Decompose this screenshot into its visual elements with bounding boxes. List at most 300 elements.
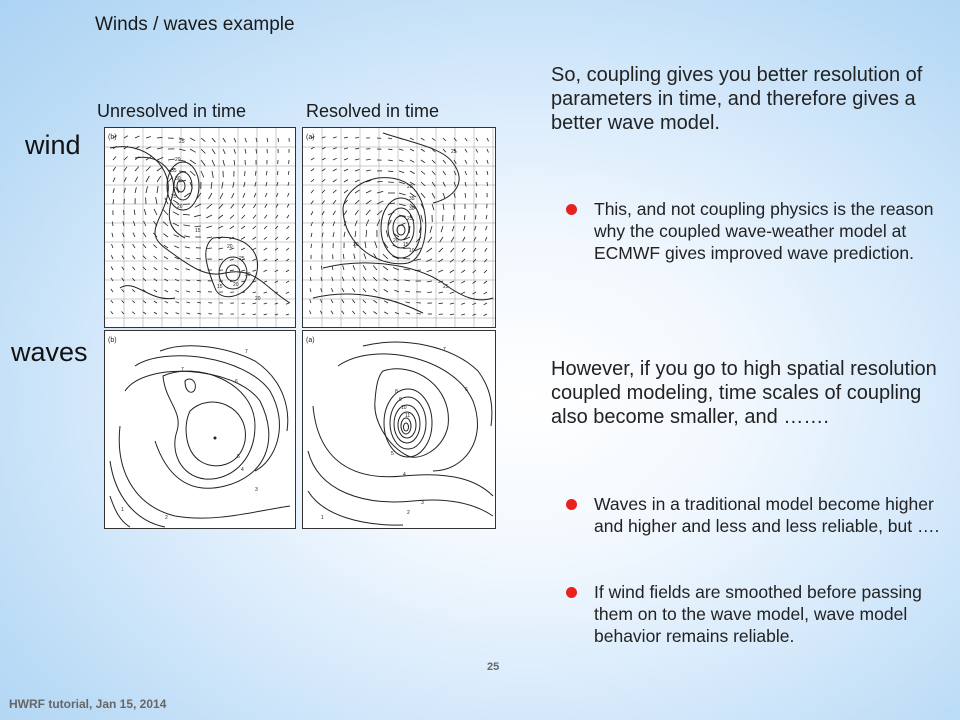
wind-vector-mark: [310, 300, 311, 304]
wind-vector-mark: [373, 289, 377, 292]
wind-vector-mark: [443, 149, 446, 152]
contour-label: 20: [407, 184, 413, 190]
wind-vector-mark: [333, 179, 337, 182]
wind-vector-mark: [331, 299, 333, 303]
wind-vector-mark: [143, 301, 146, 303]
contour-label: 25: [171, 194, 177, 200]
wind-vector-mark: [190, 149, 196, 152]
wind-vector-mark: [234, 149, 236, 154]
wind-vector-mark: [443, 182, 445, 187]
wind-vector-mark: [443, 171, 446, 175]
wind-vector-mark: [432, 171, 435, 175]
contour-label: 11: [405, 413, 411, 419]
wind-vector-mark: [267, 138, 268, 142]
wind-vector-mark: [461, 292, 465, 294]
wind-vector-mark: [388, 138, 392, 139]
wind-vector-mark: [375, 241, 377, 248]
wind-vector-mark: [198, 313, 202, 314]
wind-vector-mark: [286, 314, 289, 315]
wind-vector-mark: [377, 191, 383, 193]
wind-vector-mark: [461, 281, 465, 283]
wind-vector-mark: [245, 138, 247, 142]
wind-vector-mark: [157, 186, 158, 193]
wind-vector-mark: [244, 182, 245, 187]
wind-vector-mark: [288, 171, 289, 175]
wind-vector-mark: [410, 171, 415, 174]
contour-label: 30: [409, 206, 415, 212]
wind-vector-mark: [132, 267, 135, 270]
wind-vector-mark: [342, 300, 344, 304]
contour-label: 7: [245, 349, 248, 355]
wind-vector-mark: [388, 171, 393, 172]
wind-vector-mark: [463, 226, 465, 231]
wave-map-resolved: [302, 330, 496, 529]
wind-vector-mark: [175, 268, 179, 270]
wind-vector-mark: [206, 226, 212, 228]
wind-vector-mark: [264, 314, 267, 315]
wind-vector-mark: [146, 186, 148, 193]
contour-label: 20: [353, 242, 359, 248]
wind-vector-mark: [212, 171, 213, 178]
wind-vector-mark: [154, 312, 157, 314]
wind-vector-mark: [484, 292, 487, 294]
wind-vector-mark: [113, 188, 114, 193]
wind-vector-mark: [355, 231, 356, 237]
panel-tag: (b): [108, 134, 117, 141]
wind-vector-mark: [223, 160, 225, 166]
wind-vector-mark: [243, 193, 245, 198]
contour-label: 20: [393, 238, 399, 244]
wind-vector-mark: [344, 180, 348, 182]
wind-vector-mark: [168, 159, 175, 160]
wind-vector-mark: [344, 169, 348, 171]
wind-vector-mark: [421, 138, 425, 140]
wind-vector-mark: [175, 291, 179, 293]
wind-vector-mark: [333, 158, 337, 160]
wind-vector-mark: [432, 204, 434, 210]
wind-vector-mark: [461, 314, 465, 315]
contour-label: 1: [121, 507, 124, 513]
contour-label: 5: [237, 454, 240, 460]
wind-vector-mark: [264, 215, 267, 218]
wind-vector-mark: [122, 289, 124, 292]
contour-label: 7: [181, 367, 184, 373]
wind-vector-mark: [463, 237, 465, 241]
wind-vector-mark: [220, 193, 223, 199]
wind-vector-mark: [287, 204, 289, 207]
wind-vector-mark: [438, 270, 443, 272]
wind-vector-mark: [190, 160, 196, 164]
wind-vector-mark: [476, 138, 478, 141]
wind-vector-mark: [232, 193, 235, 198]
contour-label: 1: [321, 515, 324, 521]
wind-vector-mark: [473, 259, 476, 262]
wind-vector-mark: [366, 159, 371, 160]
wind-vector-mark: [265, 193, 267, 197]
wind-vector-mark: [111, 300, 113, 303]
wind-vector-mark: [333, 222, 335, 227]
wind-vector-mark: [190, 171, 195, 176]
contour-label: 15: [403, 242, 409, 248]
wind-vector-mark: [255, 182, 256, 187]
wind-vector-mark: [163, 234, 168, 237]
wind-vector-mark: [363, 265, 366, 270]
wind-vector-mark: [421, 193, 425, 198]
wind-vector-mark: [443, 138, 446, 141]
wind-vector-mark: [394, 290, 399, 292]
wind-vector-mark: [432, 182, 435, 186]
wind-vector-mark: [275, 303, 278, 304]
wind-vector-mark: [144, 221, 146, 226]
wind-vector-mark: [124, 136, 128, 138]
wind-vector-mark: [322, 222, 324, 226]
wind-vector-mark: [465, 182, 466, 186]
wind-vector-mark: [197, 302, 201, 303]
wind-vector-mark: [173, 212, 179, 215]
wind-vector-mark: [156, 197, 157, 204]
wind-vector-mark: [450, 292, 454, 294]
wind-vector-mark: [197, 280, 201, 281]
wind-vector-mark: [417, 314, 421, 315]
contour-label: 20: [177, 204, 183, 210]
wind-vector-mark: [450, 303, 454, 304]
wind-vector-mark: [173, 223, 179, 226]
wind-vector-mark: [344, 211, 347, 216]
wind-vector-mark: [384, 312, 388, 314]
wind-vector-mark: [342, 277, 344, 281]
wind-vector-mark: [311, 211, 313, 215]
wind-vector-mark: [275, 270, 278, 272]
wind-vector-mark: [450, 259, 454, 262]
wind-vector-mark: [242, 303, 246, 304]
wind-vector-mark: [344, 159, 348, 161]
wind-vector-mark: [275, 281, 278, 283]
wind-vector-mark: [154, 301, 157, 303]
wind-vector-mark: [475, 226, 477, 230]
wind-vector-mark: [275, 237, 278, 240]
wind-vector-mark: [427, 248, 433, 252]
wind-vector-mark: [322, 169, 325, 171]
wind-vector-mark: [254, 193, 256, 197]
wind-vector-mark: [487, 138, 489, 141]
wind-vector-mark: [450, 314, 454, 315]
wind-vector-mark: [322, 158, 326, 160]
paragraph-high-resolution: However, if you go to high spatial resolution coupled modeling, time scales of coupling also become smaller, and …….: [551, 358, 937, 428]
wind-vector-mark: [430, 226, 432, 233]
wind-vector-mark: [277, 171, 278, 175]
bullet-dot-icon: [566, 587, 577, 598]
contour-label: 6: [465, 387, 468, 393]
wind-vector-mark: [179, 149, 186, 151]
wind-vector-mark: [135, 167, 139, 171]
wind-vector-mark: [363, 289, 366, 293]
wind-vector-mark: [143, 278, 146, 281]
panel-tag: (b): [108, 337, 117, 344]
panel-tag: (a): [306, 337, 315, 344]
wind-vector-mark: [399, 182, 405, 184]
contour-label: 35: [409, 196, 415, 202]
wind-vector-mark: [245, 149, 246, 154]
wind-vector-mark: [355, 170, 360, 172]
wind-vector-mark: [343, 254, 344, 259]
wind-vector-mark: [439, 248, 443, 252]
bullet-item: [566, 493, 951, 537]
wave-contours: [308, 342, 493, 525]
wind-vector-mark: [288, 193, 290, 197]
wind-vector-mark: [366, 191, 371, 194]
wind-vector-mark: [154, 256, 158, 259]
contour-value-labels: [171, 139, 261, 302]
wind-vector-mark: [253, 303, 256, 304]
wind-vector-mark: [132, 301, 135, 304]
wind-vector-mark: [122, 267, 124, 270]
wind-vector-mark: [207, 248, 212, 249]
wind-vector-mark: [112, 233, 113, 237]
wind-vector-mark: [476, 182, 477, 186]
wind-vector-mark: [165, 312, 168, 314]
wind-vector-mark: [154, 209, 157, 215]
wind-vector-mark: [133, 221, 135, 226]
contour-label: 20: [233, 282, 239, 288]
wind-vector-mark: [439, 303, 443, 304]
wind-vector-mark: [253, 226, 256, 229]
wind-vector-mark: [399, 193, 406, 195]
wind-vector-mark: [476, 149, 478, 153]
wind-vector-mark: [212, 149, 215, 154]
wind-vector-mark: [252, 259, 256, 261]
wind-vector-mark: [311, 233, 312, 237]
wind-vector-mark: [311, 169, 314, 171]
wind-vector-mark: [333, 232, 334, 237]
contour-label: 2: [407, 510, 410, 516]
wind-vector-mark: [406, 302, 411, 303]
row-label-waves: waves: [11, 337, 88, 367]
contour-label: 7: [443, 347, 446, 353]
wind-vector-mark: [383, 254, 388, 259]
wind-vector-mark: [355, 190, 360, 193]
wind-vector-mark: [264, 226, 267, 229]
wind-vector-mark: [176, 302, 180, 303]
wind-vector-mark: [487, 160, 488, 164]
wind-vector-mark: [465, 149, 467, 152]
contour-label: 5: [391, 451, 394, 457]
wind-vector-mark: [163, 222, 168, 226]
wind-vector-mark: [143, 312, 146, 314]
wind-vector-mark: [254, 204, 257, 208]
wind-vector-mark: [287, 226, 289, 229]
wind-vector-mark: [164, 257, 168, 260]
wind-vector-mark: [354, 254, 355, 259]
bullet-text: If wind fields are smoothed before passing them on to the wave model, wave model behavior remains reliable.: [594, 582, 922, 646]
wind-vector-mark: [355, 200, 359, 204]
wind-vector-mark: [465, 138, 467, 141]
column-label-resolved: Resolved in time: [306, 101, 440, 121]
wind-vector-mark: [264, 270, 267, 272]
wind-vector-mark: [154, 290, 157, 292]
wind-vector-mark: [122, 312, 125, 315]
wind-vector-mark: [223, 149, 225, 154]
wind-vector-mark: [366, 200, 371, 204]
wind-vector-mark: [342, 311, 344, 314]
wind-vector-mark: [157, 137, 162, 138]
wind-vector-mark: [355, 148, 359, 149]
wind-vector-mark: [207, 204, 212, 209]
wind-vector-mark: [252, 270, 256, 271]
wind-vector-mark: [165, 290, 169, 292]
wind-vector-mark: [201, 138, 205, 142]
wind-vector-mark: [406, 313, 410, 314]
wind-vector-mark: [322, 179, 325, 182]
wind-vector-mark: [197, 291, 201, 292]
wind-vector-mark: [133, 233, 135, 237]
wind-vector-mark: [253, 314, 256, 315]
contour-label: 10: [401, 405, 407, 411]
wind-vector-mark: [207, 237, 212, 238]
wind-vector-mark: [133, 244, 135, 248]
bullet-dot-icon: [566, 204, 577, 215]
wind-vector-mark: [344, 190, 348, 193]
wind-vector-mark: [443, 160, 446, 164]
wind-vector-mark: [311, 179, 314, 182]
wind-vector-mark: [174, 246, 179, 248]
wind-vector-mark: [143, 233, 146, 237]
wind-vector-mark: [440, 237, 443, 242]
contour-label: 15: [217, 284, 223, 290]
contour-label: 3: [255, 487, 258, 493]
wind-vector-mark: [333, 148, 337, 149]
wind-vector-mark: [476, 160, 478, 164]
wind-vector-mark: [122, 300, 124, 303]
wind-vector-mark: [122, 255, 124, 259]
wind-vector-mark: [185, 258, 190, 259]
wind-map-unresolved: [104, 127, 296, 328]
wind-vector-mark: [366, 230, 367, 237]
wind-vector-mark: [286, 303, 289, 304]
column-label-unresolved: Unresolved in time: [97, 101, 247, 121]
wind-vector-mark: [286, 292, 289, 294]
wind-vector-mark: [355, 159, 359, 160]
wind-vector-mark: [275, 259, 278, 261]
wind-vector-mark: [461, 303, 465, 304]
wind-vector-mark: [377, 210, 382, 215]
contour-label: 6: [235, 379, 238, 385]
wave-map-unresolved: [104, 330, 296, 529]
wind-vector-mark: [373, 266, 377, 271]
wind-vector-mark: [450, 270, 454, 273]
wind-vector-mark: [153, 245, 157, 248]
wind-vector-mark: [111, 289, 113, 292]
wind-vector-mark: [212, 160, 215, 166]
wind-vector-mark: [310, 288, 311, 292]
wind-vector-mark: [465, 193, 466, 198]
wind-vector-mark: [135, 136, 139, 138]
wind-vector-mark: [484, 270, 487, 273]
wind-vector-mark: [451, 248, 455, 252]
wind-map-resolved: [302, 127, 496, 328]
bullet-text: This, and not coupling physics is the reason why the coupled wave-weather model at ECMWF gives improved wave prediction.: [594, 199, 934, 263]
wind-vector-mark: [421, 149, 425, 152]
wind-vector-mark: [146, 176, 149, 182]
wind-vector-mark: [186, 269, 190, 270]
wind-vector-mark: [485, 248, 487, 252]
wind-vector-mark: [476, 171, 477, 175]
wind-vector-mark: [484, 259, 487, 262]
wind-vector-mark: [264, 303, 267, 304]
wind-vector-mark: [438, 259, 443, 262]
wind-vector-mark: [134, 210, 135, 215]
wind-vector-mark: [451, 237, 454, 242]
wind-vector-mark: [475, 215, 476, 220]
panel-tag: (a): [306, 134, 315, 141]
wind-vector-mark: [186, 291, 190, 292]
wind-vector-mark: [183, 225, 190, 226]
contour-label: 10: [409, 248, 415, 254]
wind-vector-mark: [183, 214, 190, 215]
wind-vector-mark: [311, 147, 314, 149]
wind-vector-mark: [242, 204, 245, 208]
wind-vector-mark: [366, 170, 371, 171]
contour-label: 20: [175, 157, 181, 163]
contour-label: 20: [227, 244, 233, 250]
wind-vector-mark: [286, 281, 289, 283]
wind-vector-mark: [264, 259, 267, 261]
wind-vector-mark: [353, 265, 355, 270]
wind-vector-mark: [264, 292, 267, 293]
wind-vector-mark: [388, 149, 392, 150]
wind-vector-mark: [286, 248, 289, 250]
wind-vector-mark: [311, 244, 312, 248]
wind-vector-mark: [184, 236, 190, 237]
wind-vector-mark: [343, 265, 344, 270]
wind-vector-mark: [201, 171, 204, 177]
wind-vector-mark: [230, 226, 234, 229]
wind-vector-mark: [209, 193, 213, 199]
wind-vector-mark: [399, 204, 406, 206]
wind-vector-mark: [461, 270, 465, 273]
wind-vector-mark: [111, 255, 113, 259]
wave-contours: [110, 346, 290, 527]
wind-vector-mark: [287, 215, 289, 218]
contour-value-labels: [121, 349, 258, 521]
wind-vector-mark: [219, 204, 223, 209]
wind-vector-mark: [111, 267, 113, 270]
wind-vector-mark: [427, 270, 432, 272]
wind-vector-mark: [373, 300, 377, 303]
wind-vector-mark: [410, 149, 414, 151]
wind-vector-mark: [427, 281, 432, 282]
contour-label: 35: [171, 168, 177, 174]
contour-label: 30: [175, 176, 181, 182]
wind-vector-mark: [256, 149, 257, 153]
wind-vector-mark: [277, 182, 278, 186]
wind-vector-mark: [355, 138, 359, 139]
wind-vector-mark: [242, 215, 245, 219]
wind-vector-mark: [486, 215, 487, 219]
wind-vector-mark: [399, 160, 404, 162]
wind-vector-mark: [427, 292, 432, 293]
wind-vector-mark: [432, 193, 435, 198]
wind-vector-mark: [486, 226, 487, 230]
wind-vector-mark: [374, 312, 378, 315]
wind-vector-mark: [230, 259, 234, 260]
wind-vector-mark: [355, 210, 359, 215]
contour-label: 25: [407, 216, 413, 222]
page-number: 25: [487, 661, 500, 673]
wind-vector-mark: [253, 215, 256, 219]
wind-vector-mark: [333, 137, 337, 138]
wind-vector-mark: [154, 267, 157, 270]
wind-vector-mark: [421, 160, 425, 163]
